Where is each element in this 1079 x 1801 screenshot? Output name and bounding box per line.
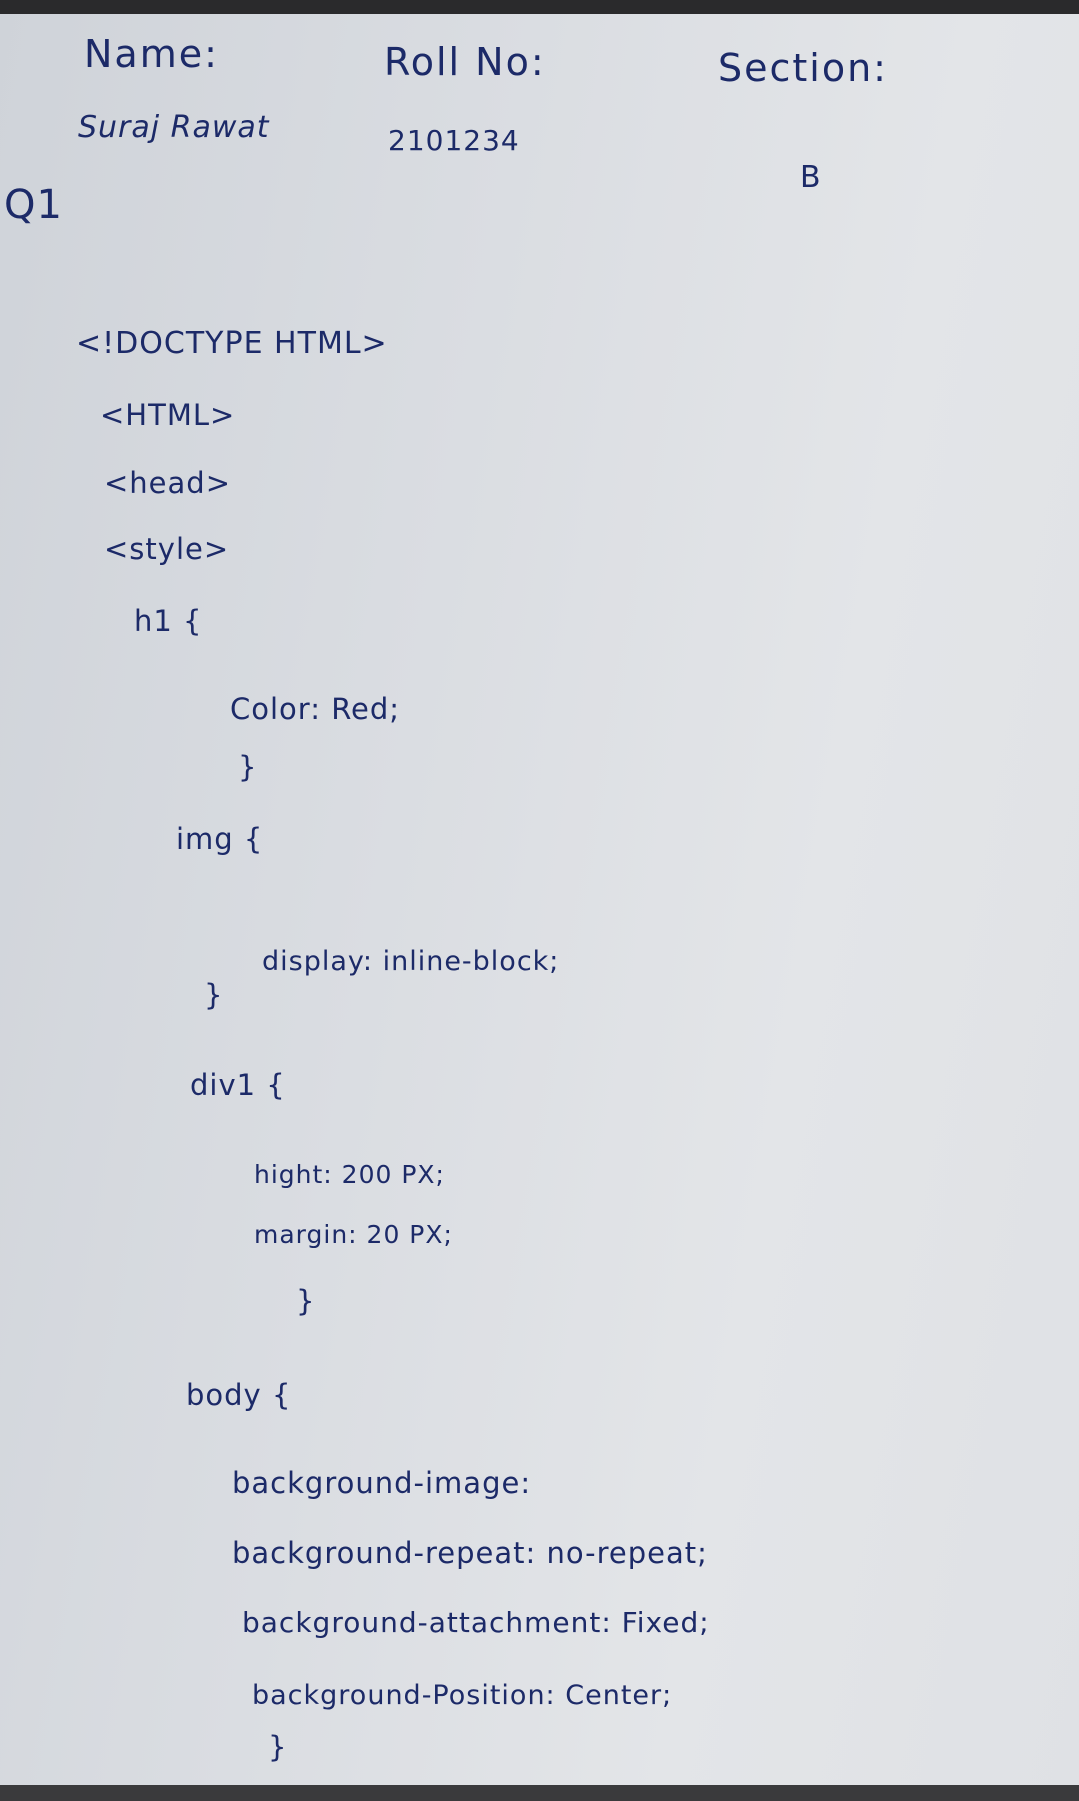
code-line-style: <style> xyxy=(104,532,230,566)
code-line-div1-close: } xyxy=(296,1284,316,1318)
name-value: Suraj Rawat xyxy=(78,110,270,145)
code-line-head: <head> xyxy=(104,466,231,500)
code-line-height: hight: 200 PX; xyxy=(254,1160,445,1189)
section-value: B xyxy=(800,160,822,195)
question-label: Q1 xyxy=(4,182,63,228)
roll-no-value: 2101234 xyxy=(388,124,520,157)
code-line-background-repeat: background-repeat: no-repeat; xyxy=(232,1536,708,1570)
name-label: Name: xyxy=(84,32,219,76)
code-line-margin: margin: 20 PX; xyxy=(254,1220,453,1249)
code-line-doctype: <!DOCTYPE HTML> xyxy=(76,326,388,361)
bottom-edge xyxy=(0,1785,1079,1801)
notebook-page xyxy=(0,14,1079,1785)
code-line-img-open: img { xyxy=(176,822,264,856)
code-line-html: <HTML> xyxy=(100,398,236,432)
code-line-body-open: body { xyxy=(186,1378,292,1412)
code-line-h1-close: } xyxy=(238,750,258,784)
code-line-color: Color: Red; xyxy=(230,692,401,726)
code-line-h1-open: h1 { xyxy=(134,604,203,638)
roll-no-label: Roll No: xyxy=(384,40,546,84)
code-line-background-attachment: background-attachment: Fixed; xyxy=(242,1606,710,1639)
code-line-background-image: background-image: xyxy=(232,1466,532,1500)
code-line-img-close: } xyxy=(204,978,224,1012)
code-line-display: display: inline-block; xyxy=(262,946,560,977)
code-line-div1-open: div1 { xyxy=(190,1068,286,1102)
code-line-body-close: } xyxy=(268,1730,288,1764)
section-label: Section: xyxy=(718,46,888,90)
code-line-background-position: background-Position: Center; xyxy=(252,1680,673,1711)
